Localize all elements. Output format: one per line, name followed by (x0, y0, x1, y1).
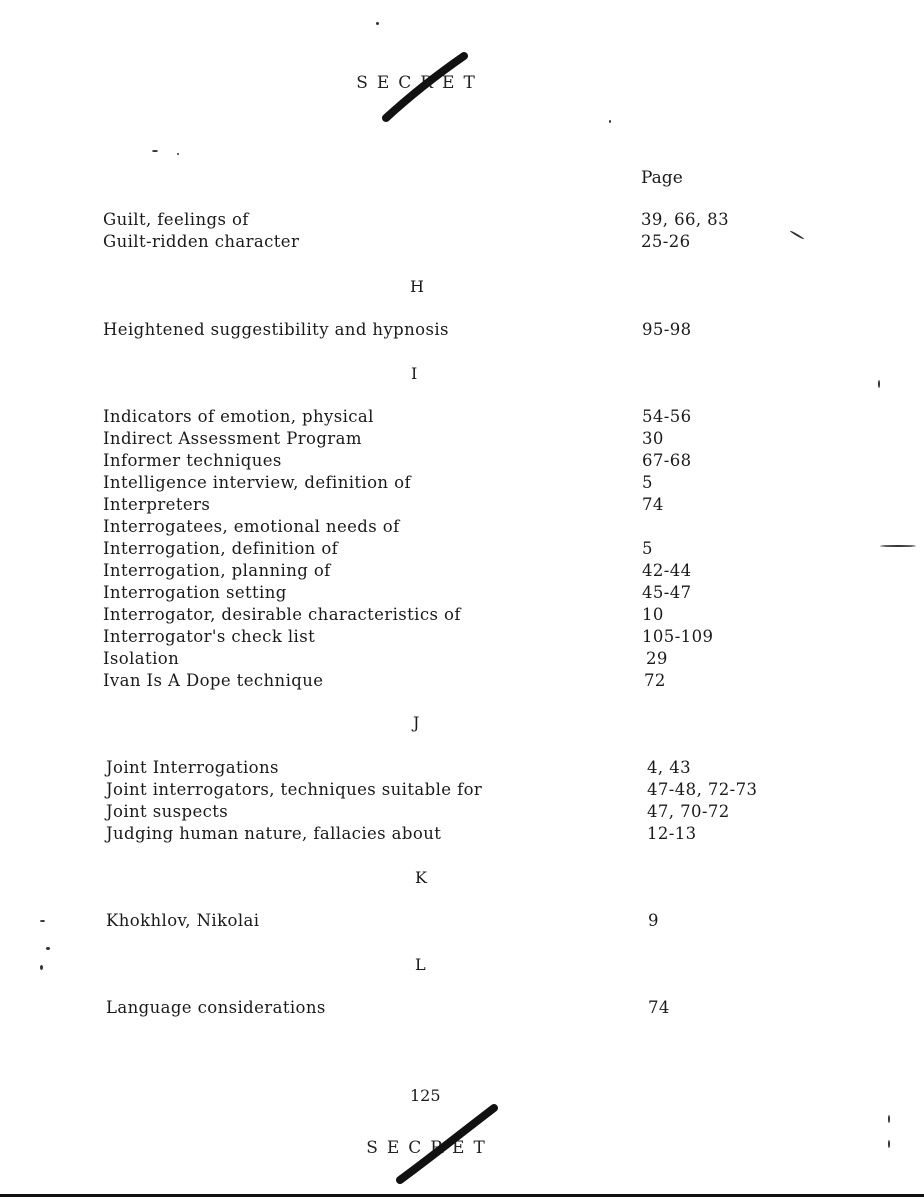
section-letter: K (415, 868, 427, 887)
index-pages: 105-109 (642, 627, 714, 646)
index-term: Interrogation setting (103, 583, 287, 602)
index-pages: 29 (646, 649, 668, 668)
index-term: Intelligence interview, definition of (103, 473, 411, 492)
index-pages: 39, 66, 83 (641, 210, 729, 229)
index-term: Guilt, feelings of (103, 210, 249, 229)
index-term: Ivan Is A Dope technique (103, 671, 324, 690)
index-pages: 30 (642, 429, 664, 448)
index-term: Interrogation, planning of (103, 561, 331, 580)
page-number: 125 (410, 1086, 441, 1105)
scan-speck (40, 920, 45, 922)
section-letter: I (411, 364, 418, 383)
index-pages: 12-13 (647, 824, 697, 843)
section-letter: L (415, 955, 426, 974)
scan-speck (152, 150, 158, 152)
scan-speck (888, 1140, 890, 1148)
index-term: Language considerations (106, 998, 326, 1017)
redaction-stroke-bottom (394, 1102, 504, 1186)
classification-marking-top: SECRET (356, 73, 484, 93)
index-term: Joint suspects (106, 802, 229, 821)
index-pages: 9 (648, 911, 659, 930)
scan-speck (609, 120, 611, 123)
index-pages: 4, 43 (647, 758, 691, 777)
index-term: Interrogation, definition of (103, 539, 339, 558)
scan-speck (177, 153, 179, 155)
index-term: Interrogator, desirable characteristics of (103, 605, 461, 624)
index-term: Judging human nature, fallacies about (106, 824, 442, 843)
page-column-header: Page (641, 168, 683, 188)
index-pages: 47-48, 72-73 (647, 780, 758, 799)
index-term: Khokhlov, Nikolai (106, 911, 260, 930)
scan-edge-line (0, 1194, 924, 1197)
section-letter: H (410, 277, 424, 296)
scan-speck (376, 22, 379, 25)
scan-speck (46, 947, 50, 950)
redaction-stroke-top (380, 52, 470, 124)
index-term: Heightened suggestibility and hypnosis (103, 320, 449, 339)
index-pages: 95-98 (642, 320, 692, 339)
index-pages: 47, 70-72 (647, 802, 730, 821)
scan-speck (40, 965, 43, 970)
index-term: Joint Interrogations (106, 758, 279, 777)
index-pages: 74 (648, 998, 670, 1017)
index-pages: 54-56 (642, 407, 692, 426)
index-term: Informer techniques (103, 451, 282, 470)
scan-speck (888, 1115, 890, 1123)
index-pages: 74 (642, 495, 664, 514)
index-term: Guilt-ridden character (103, 232, 300, 251)
index-term: Isolation (103, 649, 180, 668)
classification-marking-bottom: SECRET (366, 1138, 494, 1158)
index-term: Interrogator's check list (103, 627, 316, 646)
index-pages: 67-68 (642, 451, 692, 470)
scan-speck (790, 230, 805, 240)
scan-speck (878, 380, 880, 388)
index-term: Indicators of emotion, physical (103, 407, 374, 426)
index-pages: 72 (644, 671, 666, 690)
section-letter: J (413, 713, 420, 732)
index-pages: 45-47 (642, 583, 692, 602)
scan-speck (880, 545, 916, 547)
index-pages: 5 (642, 473, 653, 492)
index-pages: 25-26 (641, 232, 691, 251)
index-term: Indirect Assessment Program (103, 429, 362, 448)
index-pages: 42-44 (642, 561, 692, 580)
index-term: Joint interrogators, techniques suitable for (106, 780, 483, 799)
index-pages: 5 (642, 539, 653, 558)
index-term: Interpreters (103, 495, 211, 514)
index-term: Interrogatees, emotional needs of (103, 517, 400, 536)
index-pages: 10 (642, 605, 664, 624)
